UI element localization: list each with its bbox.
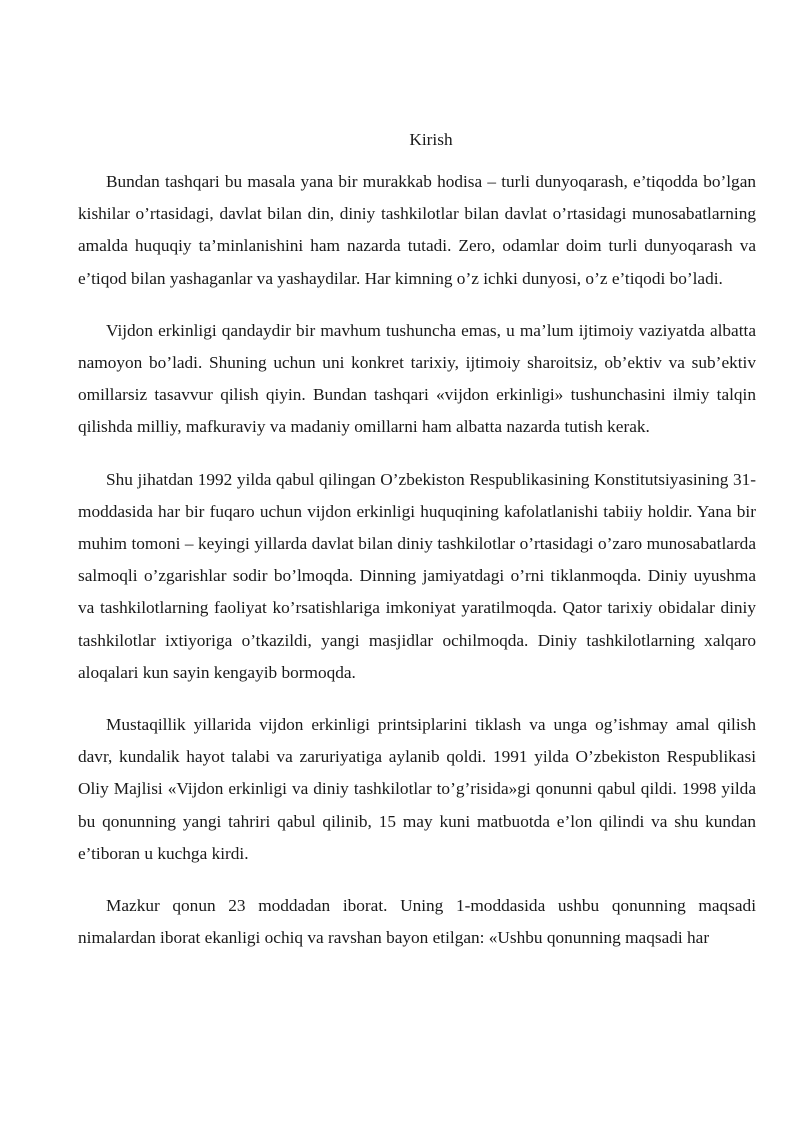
document-body [78,124,756,954]
paragraph: Shu jihatdan 1992 yilda qabul qilingan O’zbekiston Respublikasining Konstitutsiyasining 31-moddasida har bir fuqaro uchun vijdon erkinligi huquqining kafolatlanishi tabiiy holdir. Yana bir muhim tomoni – keyingi yillarda davlat bilan diniy tashkilotlar o’rtasidagi o’zaro munosabatlarda salmoqli o’zgarishlar sodir bo’lmoqda. Dinning jamiyatdagi o’rni tiklanmoqda. Diniy uyushma va tashkilotlarning faoliyat ko’rsatishlariga imkoniyat yaratilmoqda. Qator tarixiy obidalar diniy tashkilotlar ixtiyoriga o’tkazildi, yangi masjidlar ochilmoqda. Diniy tashkilotlarning xalqaro aloqalari kun sayin kengayib bormoqda. [78,469,756,682]
paragraph: Mazkur qonun 23 moddadan iborat. Uning 1-moddasida ushbu qonunning maqsadi nimalardan iborat ekanligi ochiq va ravshan bayon etilgan: «Ushbu qonunning maqsadi har [78,896,756,948]
paragraph: Vijdon erkinligi qandaydir bir mavhum tushuncha emas, u ma’lum ijtimoiy vaziyatda albatta namoyon bo’ladi. Shuning uchun uni konkret tarixiy, ijtimoiy sharoitsiz, ob’ektiv va sub’ektiv omillarsiz tasavvur qilish qiyin. Bundan tashqari «vijdon erkinligi» tushunchasini ilmiy talqin qilishda milliy, mafkuraviy va madaniy omillarni ham albatta nazarda tutish kerak. [78,320,756,437]
paragraph: Bundan tashqari bu masala yana bir murakkab hodisa – turli dunyoqarash, e’tiqodda bo’lgan kishilar o’rtasidagi, davlat bilan din, diniy tashkilotlar bilan davlat o’rtasidagi munosabatlarning amalda huquqiy ta’minlanishini ham nazarda tutadi. Zero, odamlar doim turli dunyoqarash va e’tiqod bilan yashaganlar va yashaydilar. Har kimning o’z ichki dunyosi, o’z e’tiqodi bo’ladi. [78,172,756,288]
paragraph: Mustaqillik yillarida vijdon erkinligi printsiplarini tiklash va unga og’ishmay amal qilish davr, kundalik hayot talabi va zaruriyatiga aylanib qoldi. 1991 yilda O’zbekiston Respublikasi Oliy Majlisi «Vijdon erkinligi va diniy tashkilotlar to’g’risida»gi qonunni qabul qildi. 1998 yilda bu qonunning yangi tahriri qabul qilinib, 15 may kuni matbuotda e’lon qilindi va shu kundan e’tiboran u kuchga kirdi. [78,715,756,863]
document-title: Kirish [409,130,453,149]
